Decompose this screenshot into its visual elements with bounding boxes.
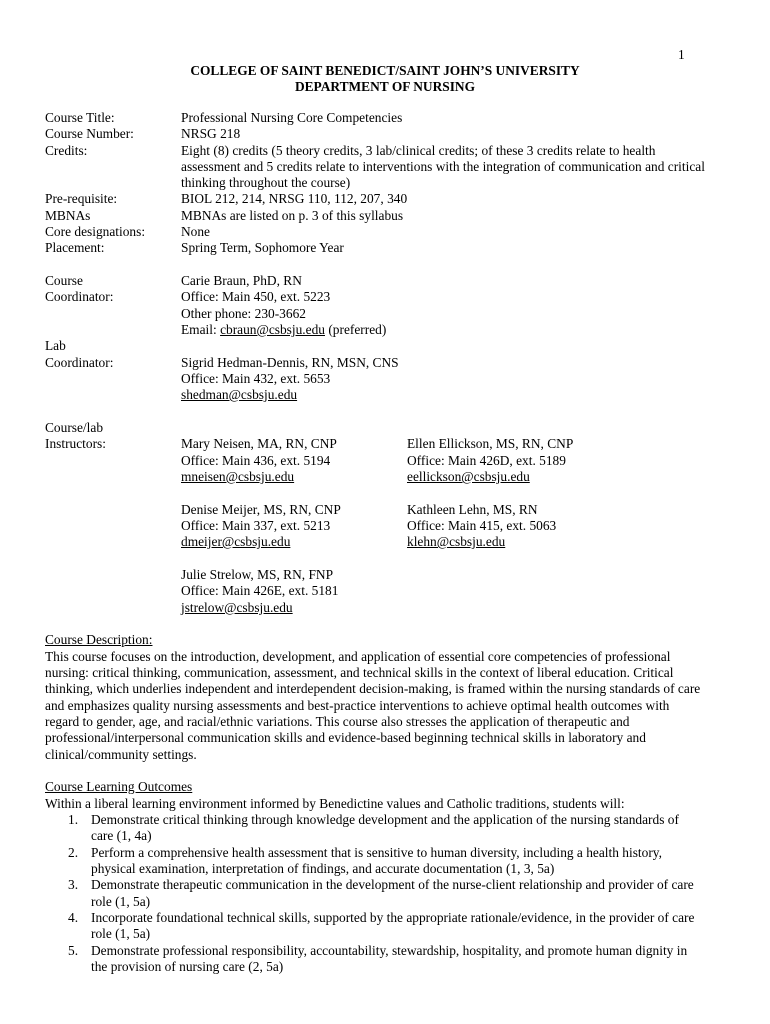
instructor-name: Denise Meijer, MS, RN, CNP (181, 502, 341, 517)
placement-value: Spring Term, Sophomore Year (181, 240, 344, 255)
description-heading: Course Description: (45, 632, 153, 647)
lab-coordinator-email-link[interactable]: shedman@csbsju.edu (181, 387, 298, 402)
outcome-line: role (1, 5a) (91, 926, 151, 941)
lab-coordinator-name: Sigrid Hedman-Dennis, RN, MSN, CNS (181, 355, 399, 370)
lab-coordinator-label-1: Lab (45, 338, 66, 353)
instructor-email-link[interactable]: dmeijer@csbsju.edu (181, 534, 291, 549)
instructor-office: Office: Main 426D, ext. 5189 (407, 453, 566, 468)
prereq-label: Pre-requisite: (45, 191, 118, 206)
outcome-line: Demonstrate critical thinking through knowledge development and the application of the nursing standards of (91, 812, 679, 827)
course-coordinator-email-link[interactable]: cbraun@csbsju.edu (220, 322, 325, 337)
credits-line-3: thinking throughout the course) (181, 175, 351, 190)
mbnas-label: MBNAs (45, 208, 91, 223)
email-prefix: Email: (181, 322, 221, 337)
outcome-line: Demonstrate professional responsibility, accountability, stewardship, hospitality, and promote human dignity in (91, 943, 688, 958)
outcome-line: role (1, 5a) (91, 894, 151, 909)
course-number-label: Course Number: (45, 126, 134, 141)
lab-coordinator-label-2: Coordinator: (45, 355, 114, 370)
instructor-name: Ellen Ellickson, MS, RN, CNP (407, 436, 574, 451)
course-coordinator-email-line (181, 322, 386, 338)
outcome-line: physical examination, interpretation of findings, and accurate documentation (1, 3, 5a) (91, 861, 555, 876)
page-number: 1 (678, 47, 685, 62)
outcome-number: 2. (68, 845, 79, 860)
instructors-label-2: Instructors: (45, 436, 106, 451)
description-line: regard to gender, age, and racial/ethnic variations. This course also stresses the application of therapeutic and (45, 714, 630, 729)
core-designations-label: Core designations: (45, 224, 146, 239)
instructor-email-link[interactable]: mneisen@csbsju.edu (181, 469, 295, 484)
credits-line-1: Eight (8) credits (5 theory credits, 3 lab/clinical credits; of these 3 credits relate to health (181, 143, 656, 158)
course-coordinator-name: Carie Braun, PhD, RN (181, 273, 302, 288)
instructor-office: Office: Main 436, ext. 5194 (181, 453, 331, 468)
email-suffix: (preferred) (324, 322, 387, 337)
instructors-label-1: Course/lab (45, 420, 104, 435)
course-title-value: Professional Nursing Core Competencies (181, 110, 403, 125)
outcome-line: Demonstrate therapeutic communication in the development of the nurse-client relationship and provider of care (91, 877, 694, 892)
course-coordinator-label-1: Course (45, 273, 83, 288)
outcome-line: care (1, 4a) (91, 828, 152, 843)
outcome-number: 5. (68, 943, 79, 958)
outcome-number: 4. (68, 910, 79, 925)
instructor-office: Office: Main 426E, ext. 5181 (181, 583, 339, 598)
instructor-office: Office: Main 337, ext. 5213 (181, 518, 331, 533)
outcome-number: 3. (68, 877, 79, 892)
outcome-line: the provision of nursing care (2, 5a) (91, 959, 284, 974)
credits-line-2: assessment and 5 credits relate to interventions with the integration of communication and critical (181, 159, 705, 174)
instructor-name: Kathleen Lehn, MS, RN (407, 502, 538, 517)
outcomes-heading: Course Learning Outcomes (45, 779, 193, 794)
description-line: This course focuses on the introduction, development, and application of essential core competencies of professional (45, 649, 671, 664)
prereq-value: BIOL 212, 214, NRSG 110, 112, 207, 340 (181, 191, 408, 206)
outcome-line: Perform a comprehensive health assessment that is sensitive to human diversity, including a health history, (91, 845, 662, 860)
description-line: and emphasizes quality nursing assessments and best-practice interventions to achieve optimal health outcomes with (45, 698, 670, 713)
placement-label: Placement: (45, 240, 105, 255)
course-number-value: NRSG 218 (181, 126, 241, 141)
course-coordinator-label-2: Coordinator: (45, 289, 114, 304)
lab-coordinator-office: Office: Main 432, ext. 5653 (181, 371, 331, 386)
credits-label: Credits: (45, 143, 88, 158)
instructor-email-link[interactable]: eellickson@csbsju.edu (407, 469, 530, 484)
description-line: thinking, which underlies independent and interdependent decision-making, is framed within the nursing standards of care (45, 681, 701, 696)
course-coordinator-office: Office: Main 450, ext. 5223 (181, 289, 331, 304)
instructor-email-link[interactable]: klehn@csbsju.edu (407, 534, 506, 549)
header-university: COLLEGE OF SAINT BENEDICT/SAINT JOHN’S UNIVERSITY (190, 63, 580, 78)
instructor-name: Julie Strelow, MS, RN, FNP (181, 567, 334, 582)
core-designations-value: None (181, 224, 211, 239)
header-department: DEPARTMENT OF NURSING (294, 79, 476, 94)
outcome-number: 1. (68, 812, 79, 827)
course-coordinator-phone: Other phone: 230-3662 (181, 306, 306, 321)
course-title-label: Course Title: (45, 110, 115, 125)
description-line: nursing: critical thinking, communication, assessment, and technical skills in the context of liberal education. Critical (45, 665, 674, 680)
outcome-line: Incorporate foundational technical skills, supported by the appropriate rationale/evidence, in the provider of care (91, 910, 695, 925)
description-line: clinical/community settings. (45, 747, 197, 762)
mbnas-value: MBNAs are listed on p. 3 of this syllabus (181, 208, 404, 223)
instructor-name: Mary Neisen, MA, RN, CNP (181, 436, 337, 451)
instructor-email-link[interactable]: jstrelow@csbsju.edu (181, 600, 293, 615)
instructor-office: Office: Main 415, ext. 5063 (407, 518, 557, 533)
outcomes-intro: Within a liberal learning environment informed by Benedictine values and Catholic traditions, students will: (45, 796, 625, 811)
description-line: professional/interpersonal communication skills and evidence-based beginning technical skills in laboratory and (45, 730, 646, 745)
